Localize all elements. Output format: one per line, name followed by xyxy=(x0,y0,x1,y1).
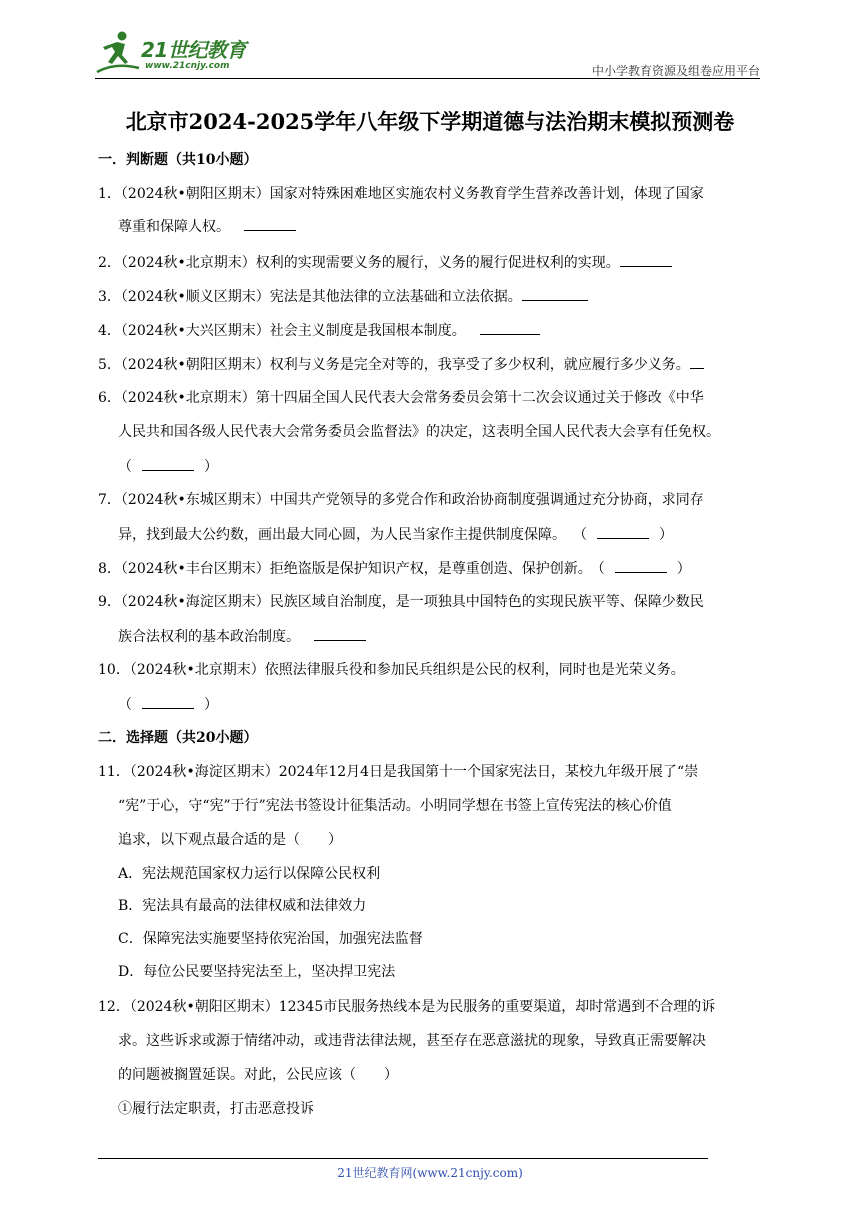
question-line: 的问题被搁置延误。对此，公民应该（ ） xyxy=(118,1067,398,1083)
question-line: 10．（2024秋•北京期末）依照法律服兵役和参加民兵组织是公民的权利，同时也是光荣义务。 xyxy=(98,662,685,678)
question-line: 11．（2024秋•海淀区期末）2024年12月4日是我国第十一个国家宪法日，某校九年级开展了“崇 xyxy=(98,764,699,780)
question-line: “宪”于心，守“宪”于行”宪法书签设计征集活动。小明同学想在书签上宣传宪法的核心价值 xyxy=(118,798,672,814)
option-b: B．宪法具有最高的法律权威和法律效力 xyxy=(118,898,367,914)
answer-blank[interactable] xyxy=(615,558,667,573)
question-line: 3．（2024秋•顺义区期末）宪法是其他法律的立法基础和立法依据。 xyxy=(98,286,588,307)
question-line: 12．（2024秋•朝阳区期末）12345市民服务热线本是为民服务的重要渠道，却时常遇到不合理的诉 xyxy=(98,999,716,1015)
question-line: 4．（2024秋•大兴区期末）社会主义制度是我国根本制度。 xyxy=(98,320,540,341)
section-heading: 二．选择题（共20小题） xyxy=(98,730,258,746)
question-line: 9．（2024秋•海淀区期末）民族区域自治制度，是一项独具中国特色的实现民族平等、保障少数民 xyxy=(98,594,704,610)
question-line: 人民共和国各级人民代表大会常务委员会监督法》的决定，这表明全国人民代表大会享有任免权。 xyxy=(118,424,720,440)
answer-blank[interactable] xyxy=(142,456,194,471)
footer-text: 21世纪教育网(www.21cnjy.com) xyxy=(337,1166,523,1180)
question-line: 族合法权利的基本政治制度。 xyxy=(118,626,366,647)
question-line: 追求，以下观点最合适的是（ ） xyxy=(118,832,342,848)
question-line: 异，找到最大公约数，画出最大同心圆，为人民当家作主提供制度保障。 （ ） xyxy=(118,524,673,545)
question-line: 7．（2024秋•东城区期末）中国共产党领导的多党合作和政治协商制度强调通过充分协商，求同存 xyxy=(98,492,704,508)
answer-blank[interactable] xyxy=(522,286,588,301)
platform-name: 中小学教育资源及组卷应用平台 xyxy=(591,64,760,78)
option-d: D．每位公民要坚持宪法至上，坚决捍卫宪法 xyxy=(118,964,396,980)
runner-logo-icon xyxy=(95,28,141,76)
statement-1: ①履行法定职责，打击恶意投诉 xyxy=(118,1101,314,1117)
logo-url: www.21cnjy.com xyxy=(145,61,230,71)
answer-blank[interactable] xyxy=(480,320,540,335)
question-line: 8．（2024秋•丰台区期末）拒绝盗版是保护知识产权，是尊重创造、保护创新。 （ ） xyxy=(98,558,691,579)
question-line: 5．（2024秋•朝阳区期末）权利与义务是完全对等的，我享受了多少权利，就应履行多少义务。 xyxy=(98,354,704,375)
section-heading: 一．判断题（共10小题） xyxy=(98,152,258,168)
answer-blank[interactable] xyxy=(142,694,194,709)
page-title: 北京市2024-2025学年八年级下学期道德与法治期末模拟预测卷 xyxy=(125,109,735,134)
option-c: C．保障宪法实施要坚持依宪治国，加强宪法监督 xyxy=(118,931,423,947)
question-line: 2．（2024秋•北京期末）权利的实现需要义务的履行，义务的履行促进权利的实现。 xyxy=(98,252,672,273)
answer-blank[interactable] xyxy=(314,626,366,641)
footer-divider xyxy=(98,1158,708,1159)
option-a: A．宪法规范国家权力运行以保障公民权利 xyxy=(118,866,381,882)
question-line: 6．（2024秋•北京期末）第十四届全国人民代表大会常务委员会第十二次会议通过关于修改《中华 xyxy=(98,390,704,406)
answer-blank[interactable] xyxy=(244,216,296,231)
question-line: 求。这些诉求或源于情绪冲动，或违背法律法规，甚至存在恶意滋扰的现象，导致真正需要解决 xyxy=(118,1033,706,1049)
logo-text: 21世纪教育 xyxy=(141,38,246,62)
question-line: 尊重和保障人权。 xyxy=(118,216,296,237)
answer-parens: （ ） xyxy=(118,694,218,715)
answer-blank[interactable] xyxy=(620,252,672,267)
logo xyxy=(95,28,270,78)
header-divider xyxy=(95,78,760,79)
answer-blank[interactable] xyxy=(597,524,649,539)
answer-blank[interactable] xyxy=(690,354,704,369)
question-line: 1．（2024秋•朝阳区期末）国家对特殊困难地区实施农村义务教育学生营养改善计划，体现了国家 xyxy=(98,186,704,202)
answer-parens: （ ） xyxy=(118,456,218,477)
page-header xyxy=(95,28,760,80)
